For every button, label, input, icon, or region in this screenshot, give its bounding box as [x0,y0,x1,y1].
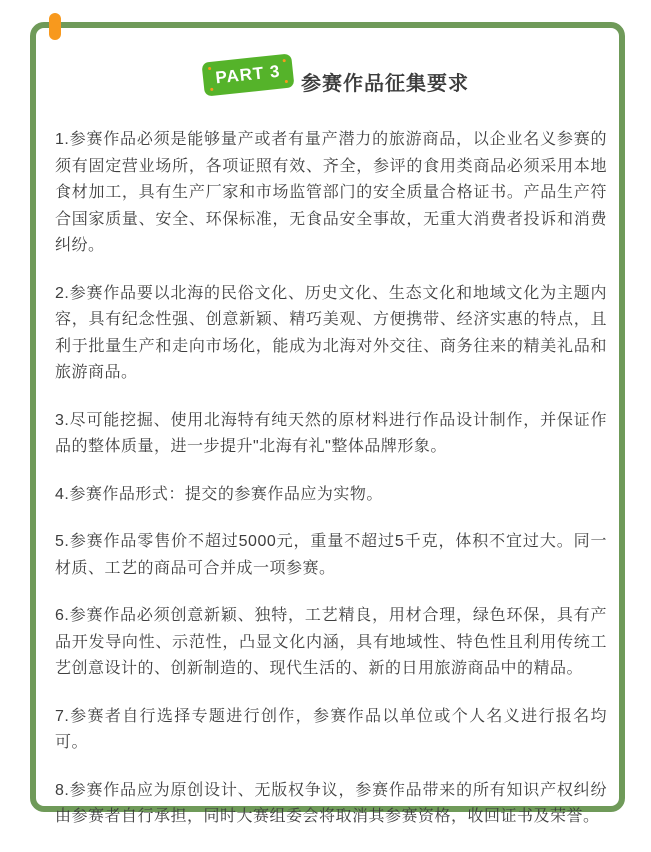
requirement-paragraph: 7.参赛者自行选择专题进行创作，参赛作品以单位或个人名义进行报名均可。 [55,707,607,751]
part-badge-label: PART 3 [214,61,282,88]
requirement-paragraph: 3.尽可能挖掘、使用北海特有纯天然的原材料进行作品设计制作，并保证作品的整体质量，进一步提升"北海有礼"整体品牌形象。 [55,411,607,455]
requirement-paragraph: 1.参赛作品必须是能够量产或者有量产潜力的旅游商品，以企业名义参赛的须有固定营业场所，各项证照有效、齐全，参评的食用类商品必须采用本地食材加工，具有生产厂家和市场监管部门的安全质量合格证书。产品生产符合国家质量、安全、环保标准，无食品安全事故，无重大消费者投诉和消费纠纷。 [55,131,607,254]
requirements-list [55,127,607,852]
section-title: 参赛作品征集要求 [301,73,469,95]
requirement-paragraph: 4.参赛作品形式：提交的参赛作品应为实物。 [55,485,383,503]
requirement-paragraph: 5.参赛作品零售价不超过5000元，重量不超过5千克，体积不宜过大。同一材质、工艺的商品可合并成一项参赛。 [55,533,607,577]
badge-corner-dot [283,59,286,62]
badge-corner-dot [210,88,213,91]
requirement-paragraph: 8.参赛作品应为原创设计、无版权争议，参赛作品带来的所有知识产权纠纷由参赛者自行承担，同时大赛组委会将取消其参赛资格，收回证书及荣誉。 [55,781,607,825]
requirement-paragraph: 6.参赛作品必须创意新颖、独特，工艺精良，用材合理，绿色环保，具有产品开发导向性、示范性，凸显文化内涵，具有地域性、特色性且利用传统工艺创意设计的、创新制造的、现代生活的、新的日用旅游商品中的精品。 [55,607,607,677]
badge-corner-dot [285,80,288,83]
badge-corner-dot [208,67,211,70]
requirement-paragraph: 2.参赛作品要以北海的民俗文化、历史文化、生态文化和地域文化为主题内容，具有纪念性强、创意新颖、精巧美观、方便携带、经济实惠的特点，且利于批量生产和走向市场化，能成为北海对外交往、商务往来的精美礼品和旅游商品。 [55,284,607,381]
orange-accent-pill [49,13,61,40]
